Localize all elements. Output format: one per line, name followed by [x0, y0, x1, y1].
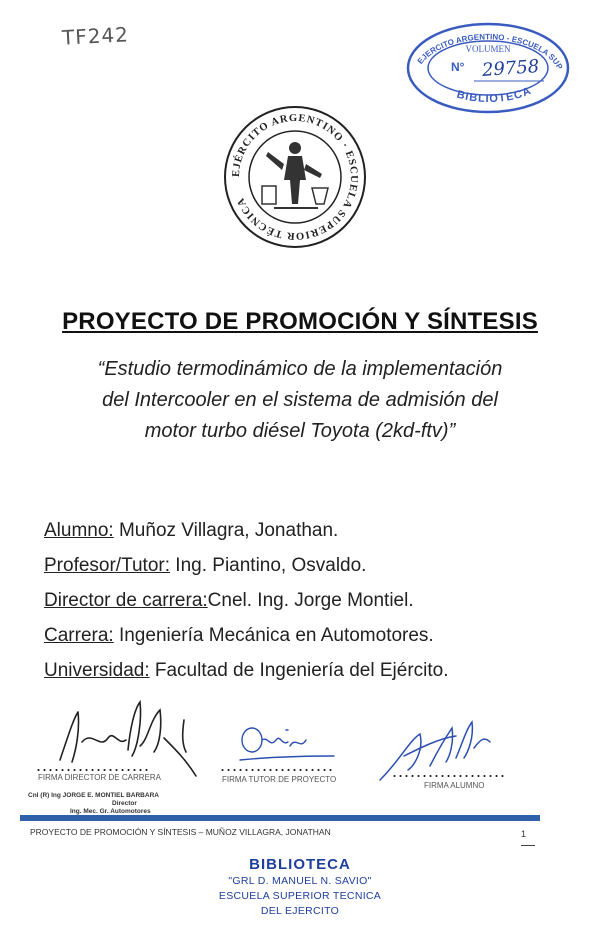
library-title: BIBLIOTECA — [249, 856, 351, 873]
director-stamp-role: Director — [112, 800, 137, 807]
stamp-ring-text: EJERCITO ARGENTINO - ESCUELA SUP — [415, 32, 565, 72]
director-signature-line: ................... — [36, 755, 151, 775]
stamp-volume-number: 29758 — [481, 56, 540, 81]
tutor-signature-caption: FIRMA TUTOR DE PROYECTO — [222, 775, 337, 784]
institution-seal — [222, 104, 368, 250]
director-signature-caption: FIRMA DIRECTOR DE CARRERA — [38, 773, 161, 782]
alumno-signature-caption: FIRMA ALUMNO — [424, 781, 485, 790]
field-label: Director de carrera: — [44, 590, 208, 611]
library-volume-stamp — [404, 18, 572, 116]
stamp-volume-text: VOLUMEN — [465, 44, 511, 54]
director-stamp-name: Cnl (R) Ing JORGE E. MONTIEL BARBARA — [28, 792, 159, 799]
alumno-signature-line: ................... — [392, 761, 507, 781]
footer-rule — [20, 815, 540, 821]
library-stamp — [0, 856, 600, 919]
field-universidad — [44, 653, 564, 688]
page-number: 1 — [521, 829, 527, 839]
library-line: "GRL D. MANUEL N. SAVIO" — [228, 875, 372, 887]
field-label: Universidad: — [44, 660, 150, 681]
field-director — [44, 583, 564, 618]
seal-emblem-icon — [222, 104, 368, 250]
subtitle-line: del Intercooler en el sistema de admisión del — [102, 389, 498, 411]
field-alumno — [44, 513, 564, 548]
stamp-biblioteca-text: BIBLIOTECA — [455, 84, 534, 106]
library-line: DEL EJERCITO — [260, 905, 340, 917]
field-value: Muñoz Villagra, Jonathan. — [113, 520, 339, 541]
director-stamp-title: Ing. Mec. Gr. Automotores — [70, 808, 151, 815]
tutor-signature-line: ................... — [220, 755, 335, 775]
subtitle-line: “Estudio termodinámico de la implementación — [97, 358, 503, 380]
field-value: Cnel. Ing. Jorge Montiel. — [207, 590, 414, 611]
field-value: Ing. Piantino, Osvaldo. — [170, 555, 367, 576]
field-tutor — [44, 548, 564, 583]
subtitle-line: motor turbo diésel Toyota (2kd-ftv)” — [144, 420, 456, 442]
field-value: Ingeniería Mecánica en Automotores. — [113, 625, 434, 646]
page-number-underline — [521, 845, 535, 846]
project-details — [44, 513, 564, 688]
svg-text:BIBLIOTECA — [455, 85, 533, 105]
handwritten-code: TF242 — [61, 22, 130, 50]
field-carrera — [44, 618, 564, 653]
document-title: PROYECTO DE PROMOCIÓN Y SÍNTESIS — [62, 308, 538, 335]
footer-text: PROYECTO DE PROMOCIÓN Y SÍNTESIS – MUÑOZ VILLAGRA, JONATHAN — [30, 827, 331, 837]
field-value: Facultad de Ingeniería del Ejército. — [149, 660, 449, 681]
field-label: Alumno: — [44, 520, 114, 541]
stamp-number-label: N° — [451, 60, 465, 74]
seal-ring-text: EJÉRCITO ARGENTINO · ESCUELA SUPERIOR TÉCNICA — [230, 112, 360, 242]
library-line: ESCUELA SUPERIOR TECNICA — [218, 890, 382, 902]
field-label: Profesor/Tutor: — [44, 555, 171, 576]
field-label: Carrera: — [44, 625, 114, 646]
document-subtitle — [40, 354, 560, 447]
